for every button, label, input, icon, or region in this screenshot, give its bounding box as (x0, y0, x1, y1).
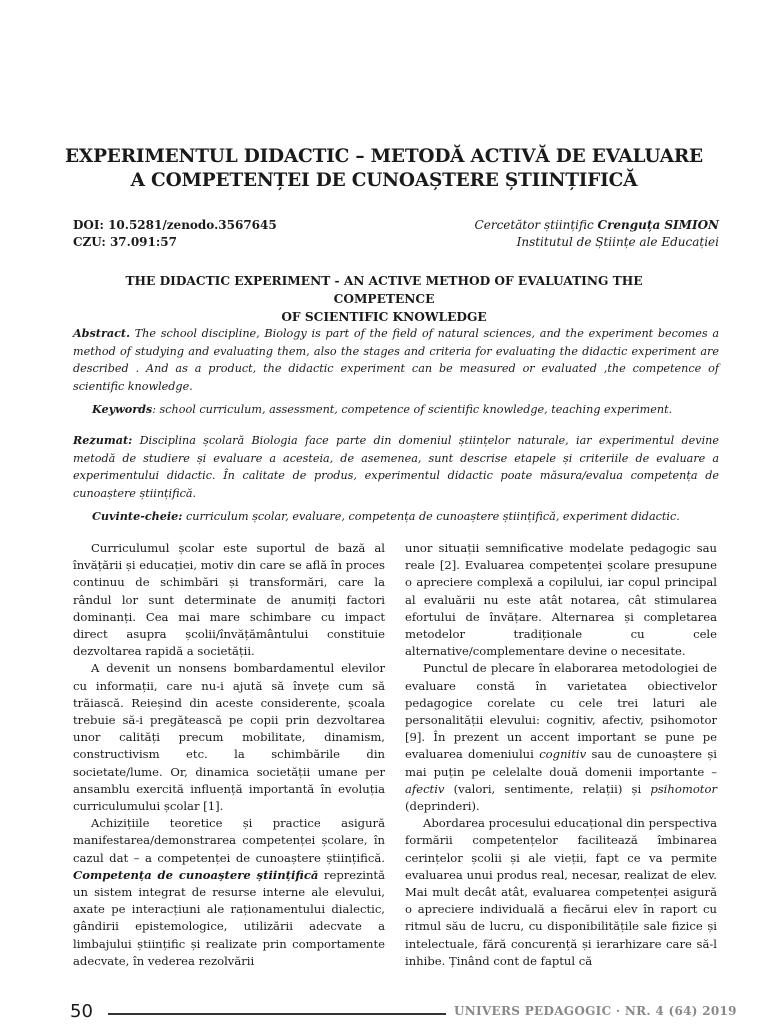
keywords-text: : school curriculum, assessment, competence of scientific knowledge, teaching experiment. (152, 403, 673, 416)
doi: DOI: 10.5281/zenodo.3567645 (73, 218, 277, 232)
paragraph (405, 660, 717, 815)
paragraph: Abordarea procesului educațional din perspectiva formării competențelor facilitează îmbinarea cerințelor școlii și ale vieții, fapt ce va permite evaluarea unui produs real, necesar, realizat de elev. Mai mult decât atât, evaluarea competenței asigură o apreciere individuală a fiecărui elev în raport cu ritmul său de lucru, cu disponibilitățile sale fizice și intelectuale, fără concurență și ierarhizare care să-l inhibe. Ținând cont de faptul că (405, 816, 717, 968)
emphasis-term: Competența de cunoaștere științifică (73, 867, 319, 882)
article-title (60, 145, 708, 193)
paragraph: Curriculumul școlar este suportul de bază al învățării și educației, motiv din care se află în proces continuu de schimbări și transformări, care la rândul lor sunt determinate de anumiți factori dominanți. Cea mai mare schimbare cu impact direct asupra școlii/învățământului constituie dezvoltarea rapidă a societății. (73, 541, 385, 659)
author-name: Crenguța SIMION (597, 218, 719, 232)
author-prefix: Cercetător științific (474, 218, 598, 232)
paragraph-text: reprezintă un sistem integrat de resurse interne ale elevului, axate pe interacțiuni ale raționamentului dialectic, gândirii epistemologice, utilizării adecvate a limbajului științific și realizate prin comportamente adecvate, în vederea rezolvării (73, 867, 385, 968)
paragraph-text: Achizițiile teoretice și practice asigură manifestarea/demonstrarea competenței școlare, în cazul dat – a competenței de cunoaștere științifică. (73, 816, 385, 865)
emphasis-term: cognitiv (539, 747, 587, 762)
author-institution: Institutul de Științe ale Educației (516, 235, 719, 249)
article-title-line1: EXPERIMENTUL DIDACTIC – METODĂ ACTIVĂ DE EVALUARE (65, 146, 703, 167)
paragraph-text: (deprinderi). (405, 799, 480, 814)
footer-rule (108, 1013, 446, 1015)
abstract-label: Abstract. (73, 326, 130, 340)
paragraph-text: (valori, sentimente, relații) și (444, 781, 651, 796)
czu: CZU: 37.091:57 (73, 235, 178, 249)
emphasis-term: afectiv (405, 781, 445, 796)
emphasis-term: psihomotor (650, 781, 717, 796)
english-title-line1: THE DIDACTIC EXPERIMENT - AN ACTIVE METHOD OF EVALUATING THE COMPETENCE (125, 274, 643, 306)
author-block (475, 217, 719, 251)
author-line (475, 217, 719, 234)
keywords (92, 401, 719, 418)
rezumat-label: Rezumat: (73, 433, 133, 447)
paragraph: unor situații semnificative modelate pedagogic sau reale [2]. Evaluarea competenței școlare presupune o apreciere complexă a copilului, iar copul principal al evaluării nu este atât notarea, cât stimularea efortului de învățare. Alternarea și completarea metodelor tradiționale cu cele alternative/complementare devine o necesitate. (405, 541, 717, 659)
keywords-label: Keywords (92, 402, 153, 416)
paragraph: A devenit un nonsens bombardamentul elevilor cu informații, care nu-i ajută să învețe cum să trăiască. Reieșind din aceste considerente, școala trebuie să-i pregătească pe copii prin dezvoltarea unor calități precum mobilitate, dinamism, constructivism etc. la schimbările din societate/lume. Or, dinamica societății umane per ansamblu exercită influență importantă în evoluția curriculumului școlar [1]. (73, 661, 385, 814)
page-number: 50 (70, 1001, 93, 1022)
journal-name: UNIVERS PEDAGOGIC · NR. 4 (64) 2019 (454, 1004, 737, 1018)
body-column-left (73, 540, 385, 970)
cuvinte-cheie-text: curriculum școlar, evaluare, competența de cunoaștere științifică, experiment didactic. (182, 510, 680, 523)
cuvinte-cheie-label: Cuvinte-cheie: (92, 509, 183, 523)
paragraph (73, 815, 385, 970)
rezumat-text: Disciplina școlară Biologia face parte din domeniul științelor naturale, iar experimentul devine metodă de studiere și evaluare a acesteia, de asemenea, sunt descrise etapele și criteriile de evaluare a experimentului didactic. În calitate de produs, experimentul didactic poate măsura/evalua competența de cunoaștere științifică. (73, 434, 719, 500)
abstract (73, 325, 719, 395)
english-title-line2: OF SCIENTIFIC KNOWLEDGE (281, 310, 487, 324)
abstract-text: The school discipline, Biology is part of the field of natural sciences, and the experiment becomes a method of studying and evaluating them, also the stages and criteria for evaluating the didactic experiment are described . And as a product, the didactic experiment can be measured or evaluated ,the competence of scientific knowledge. (73, 327, 719, 393)
english-title (90, 272, 678, 326)
body-column-right (405, 540, 717, 970)
paragraph-text: Punctul de plecare în elaborarea metodologiei de evaluare constă în varietatea obiectivelor pedagogice corelate cu cele trei laturi ale personalității elevului: cognitiv, afectiv, psihomotor [9]. În prezent un accent important se pune pe evaluarea domeniului (405, 661, 717, 762)
article-title-line2: A COMPETENȚEI DE CUNOAȘTERE ȘTIINȚIFICĂ (130, 170, 638, 191)
article-identifiers (73, 217, 277, 251)
rezumat (73, 432, 719, 502)
paragraph-text: sau de cunoaștere și mai puțin pe celelalte două domenii importante – (405, 747, 717, 779)
cuvinte-cheie (92, 508, 719, 525)
